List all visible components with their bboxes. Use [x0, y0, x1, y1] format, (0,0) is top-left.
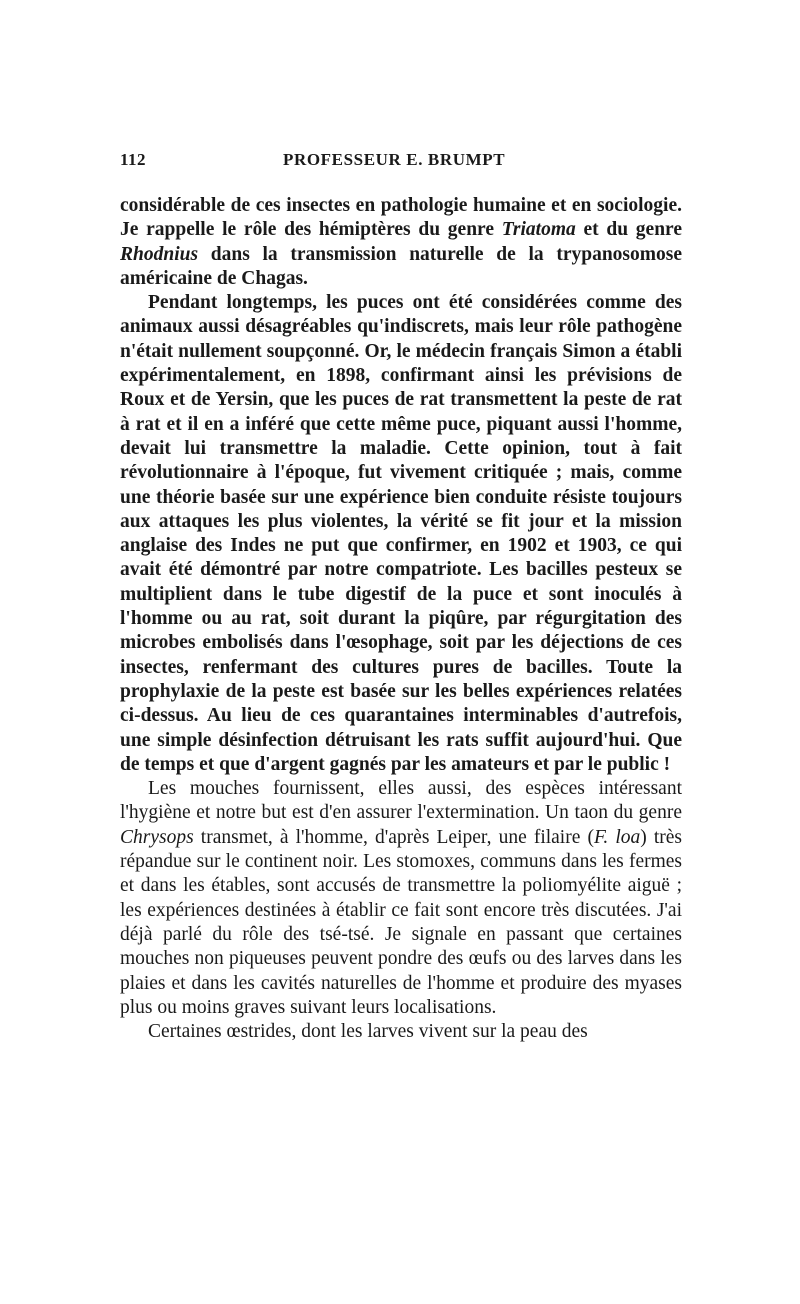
book-page: [120, 150, 682, 1044]
text-run: Pendant longtemps, les puces ont été considérées comme des animaux aussi désagréables qu'indiscrets, mais leur rôle pathogène n'était nullement soupçonné. Or, le médecin français Simon a établi expérimentalement, en 1898, confirmant ainsi les prévisions de Roux et de Yersin, que les puces de rat transmettent la peste de rat à rat et il en a inféré que cette même puce, piquant aussi l'homme, devait lui transmettre la maladie. Cette opinion, tout à fait révolutionnaire à l'époque, fut vivement critiquée ; mais, comme une théorie basée sur une expérience bien conduite résiste toujours aux attaques les plus violentes, la vérité se fit jour et la mission anglaise des Indes ne put que confirmer, en 1902 et 1903, ce qui avait été démontré par notre compatriote. Les bacilles pesteux se multiplient dans le tube digestif de la puce et sont inoculés à l'homme ou au rat, soit durant la piqûre, par régurgitation des microbes embolisés dans l'œsophage, soit par les déjections de ces insectes, renfermant des cultures pures de bacilles. Toute la prophylaxie de la peste est basée sur les belles expériences relatées ci-dessus. Au lieu de ces quarantaines interminables d'autrefois, une simple désinfection détruisant les rats suffit aujourd'hui. Que de temps et que d'argent gagnés par les amateurs et par le public !: [120, 292, 682, 775]
paragraph: [120, 291, 682, 777]
page-number: 112: [120, 150, 147, 169]
text-run: dans la transmission naturelle de la trypanosomose américaine de Chagas.: [120, 243, 682, 289]
text-run: ) très répandue sur le continent noir. Les stomoxes, communs dans les fermes et dans les étables, sont accusés de transmettre la poliomyélite aiguë ; les expériences destinées à établir ce fait sont encore très discutées. J'ai déjà parlé du rôle des tsé-tsé. Je signale en passant que certaines mouches non piqueuses peuvent pondre des œufs ou des larves dans les plaies et dans les cavités naturelles de l'homme et produire des myases plus ou moins graves suivant leurs localisations.: [120, 826, 682, 1018]
text-run: et du genre: [575, 219, 683, 241]
italic-term: F. loa: [593, 826, 641, 848]
italic-term: Chrysops: [120, 826, 194, 848]
paragraph: [120, 194, 682, 291]
paragraph: [120, 1020, 682, 1044]
paragraph: [120, 777, 682, 1020]
running-head: [120, 150, 682, 180]
text-run: considérable de ces insectes en pathologie humaine et en sociologie. Je rappelle le rôle des hémiptères du genre: [120, 195, 682, 241]
running-title: PROFESSEUR E. BRUMPT: [283, 150, 506, 169]
italic-term: Rhodnius: [120, 243, 199, 265]
text-run: Les mouches fournissent, elles aussi, des espèces intéressant l'hygiène et notre but est d'en assurer l'extermination. Un taon du genre: [120, 778, 682, 824]
italic-term: Triatoma: [501, 219, 576, 241]
text-run: Certaines œstrides, dont les larves vivent sur la peau des: [148, 1021, 588, 1043]
text-run: transmet, à l'homme, d'après Leiper, une filaire (: [193, 826, 594, 848]
body-text: [120, 194, 682, 1044]
